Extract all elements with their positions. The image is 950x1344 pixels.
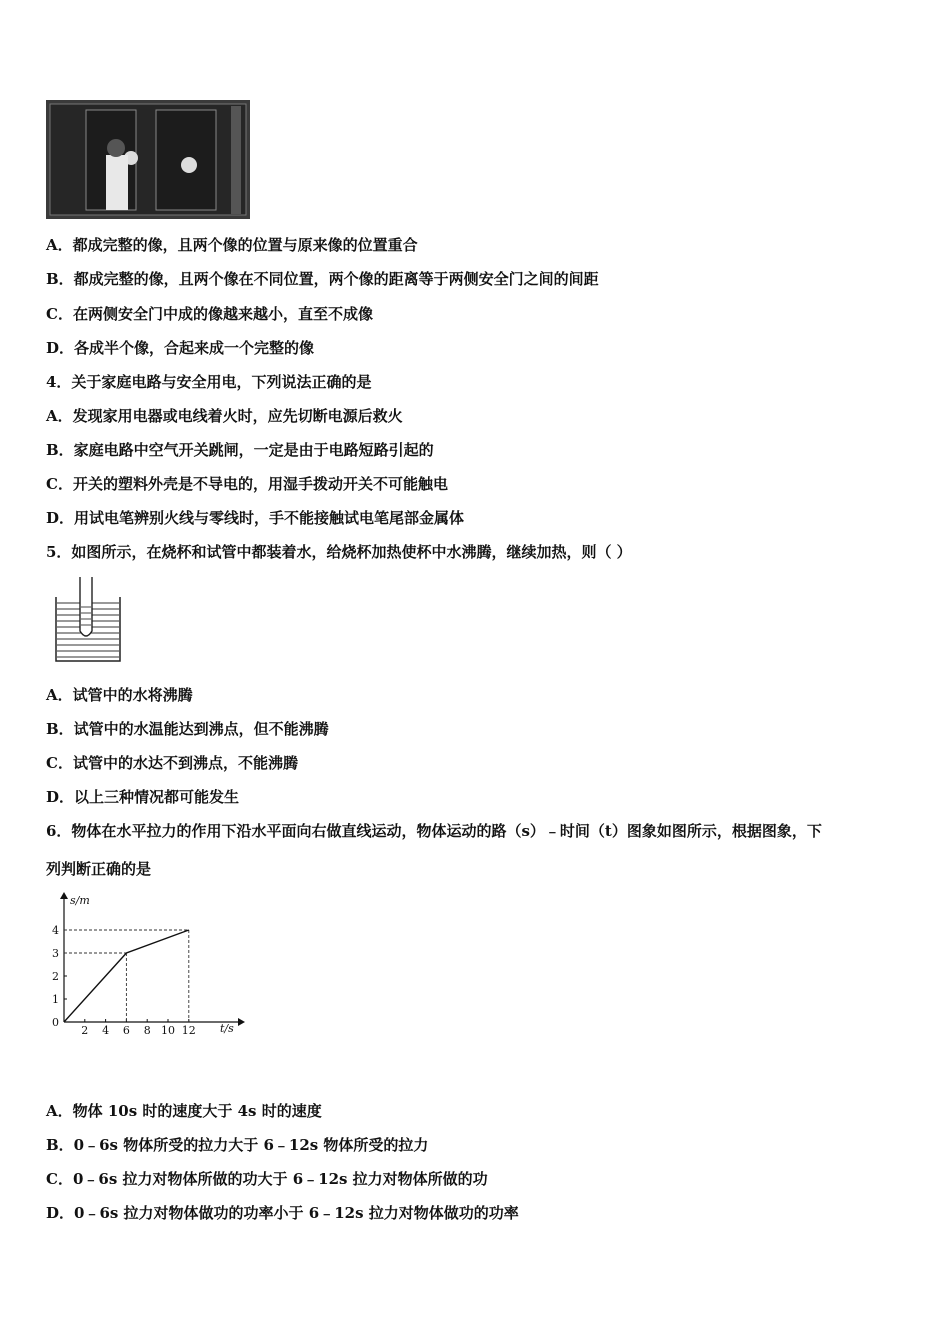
- y-axis-arrow: [60, 892, 68, 899]
- q5-option-a: A．试管中的水将沸腾: [46, 686, 193, 704]
- x-tick-label: 6: [122, 1024, 130, 1037]
- x-tick-label: 4: [102, 1024, 110, 1037]
- q5-option-d: D．以上三种情况都可能发生: [46, 788, 240, 806]
- q6-stem-line2: 列判断正确的是: [46, 860, 152, 878]
- st-graph-svg: [40, 890, 250, 1040]
- q3-option-c: C．在两侧安全门中成的像越来越小，直至不成像: [46, 305, 373, 323]
- beaker-drawing: [50, 575, 130, 665]
- x-tick-label: 10: [161, 1024, 175, 1037]
- y-tick-label: 1: [52, 993, 59, 1006]
- q3-option-d: D．各成半个像，合起来成一个完整的像: [46, 339, 315, 357]
- x-tick-label: 12: [181, 1024, 196, 1037]
- q5-option-b: B．试管中的水温能达到沸点，但不能沸腾: [46, 720, 329, 738]
- q6-option-b: B．0﹣6s 物体所受的拉力大于 6﹣12s 物体所受的拉力: [46, 1136, 429, 1154]
- st-graph: [40, 890, 250, 1044]
- q3-option-b: B．都成完整的像，且两个像在不同位置，两个像的距离等于两侧安全门之间的间距: [46, 270, 599, 288]
- q6-stem-line1: 6．物体在水平拉力的作用下沿水平面向右做直线运动，物体运动的路（s）﹣时间（t）图象如图所示，根据图象，下: [46, 822, 822, 840]
- y-tick-label: 2: [52, 970, 59, 983]
- y-tick-label: 4: [52, 924, 59, 937]
- x-tick-label: 2: [81, 1024, 89, 1037]
- q4-option-b: B．家庭电路中空气开关跳闸，一定是由于电路短路引起的: [46, 441, 434, 459]
- beaker-figure: [50, 575, 130, 669]
- q6-option-d: D．0﹣6s 拉力对物体做功的功率小于 6﹣12s 拉力对物体做功的功率: [46, 1204, 519, 1222]
- y-axis-label: s/m: [70, 894, 90, 907]
- x-tick-label: 0: [52, 1016, 59, 1029]
- x-axis-arrow: [238, 1018, 245, 1026]
- y-tick-label: 3: [52, 947, 59, 960]
- q6-option-a: A．物体 10s 时的速度大于 4s 时的速度: [46, 1102, 322, 1120]
- security-door-photo-drawing: [46, 100, 250, 219]
- x-axis-label: t/s: [220, 1022, 234, 1035]
- x-tick-label: 8: [143, 1024, 151, 1037]
- security-door-photo: [46, 100, 250, 219]
- q3-option-a: A．都成完整的像，且两个像的位置与原来像的位置重合: [46, 236, 418, 254]
- q4-option-d: D．用试电笔辨别火线与零线时，手不能接触试电笔尾部金属体: [46, 509, 465, 527]
- q5-stem: 5．如图所示，在烧杯和试管中都装着水，给烧杯加热使杯中水沸腾，继续加热，则（ ）: [46, 543, 632, 561]
- q4-option-c: C．开关的塑料外壳是不导电的，用湿手拨动开关不可能触电: [46, 475, 448, 493]
- q4-stem: 4．关于家庭电路与安全用电，下列说法正确的是: [46, 373, 372, 391]
- q6-option-c: C．0﹣6s 拉力对物体所做的功大于 6﹣12s 拉力对物体所做的功: [46, 1170, 488, 1188]
- q5-option-c: C．试管中的水达不到沸点，不能沸腾: [46, 754, 298, 772]
- q4-option-a: A．发现家用电器或电线着火时，应先切断电源后救火: [46, 407, 403, 425]
